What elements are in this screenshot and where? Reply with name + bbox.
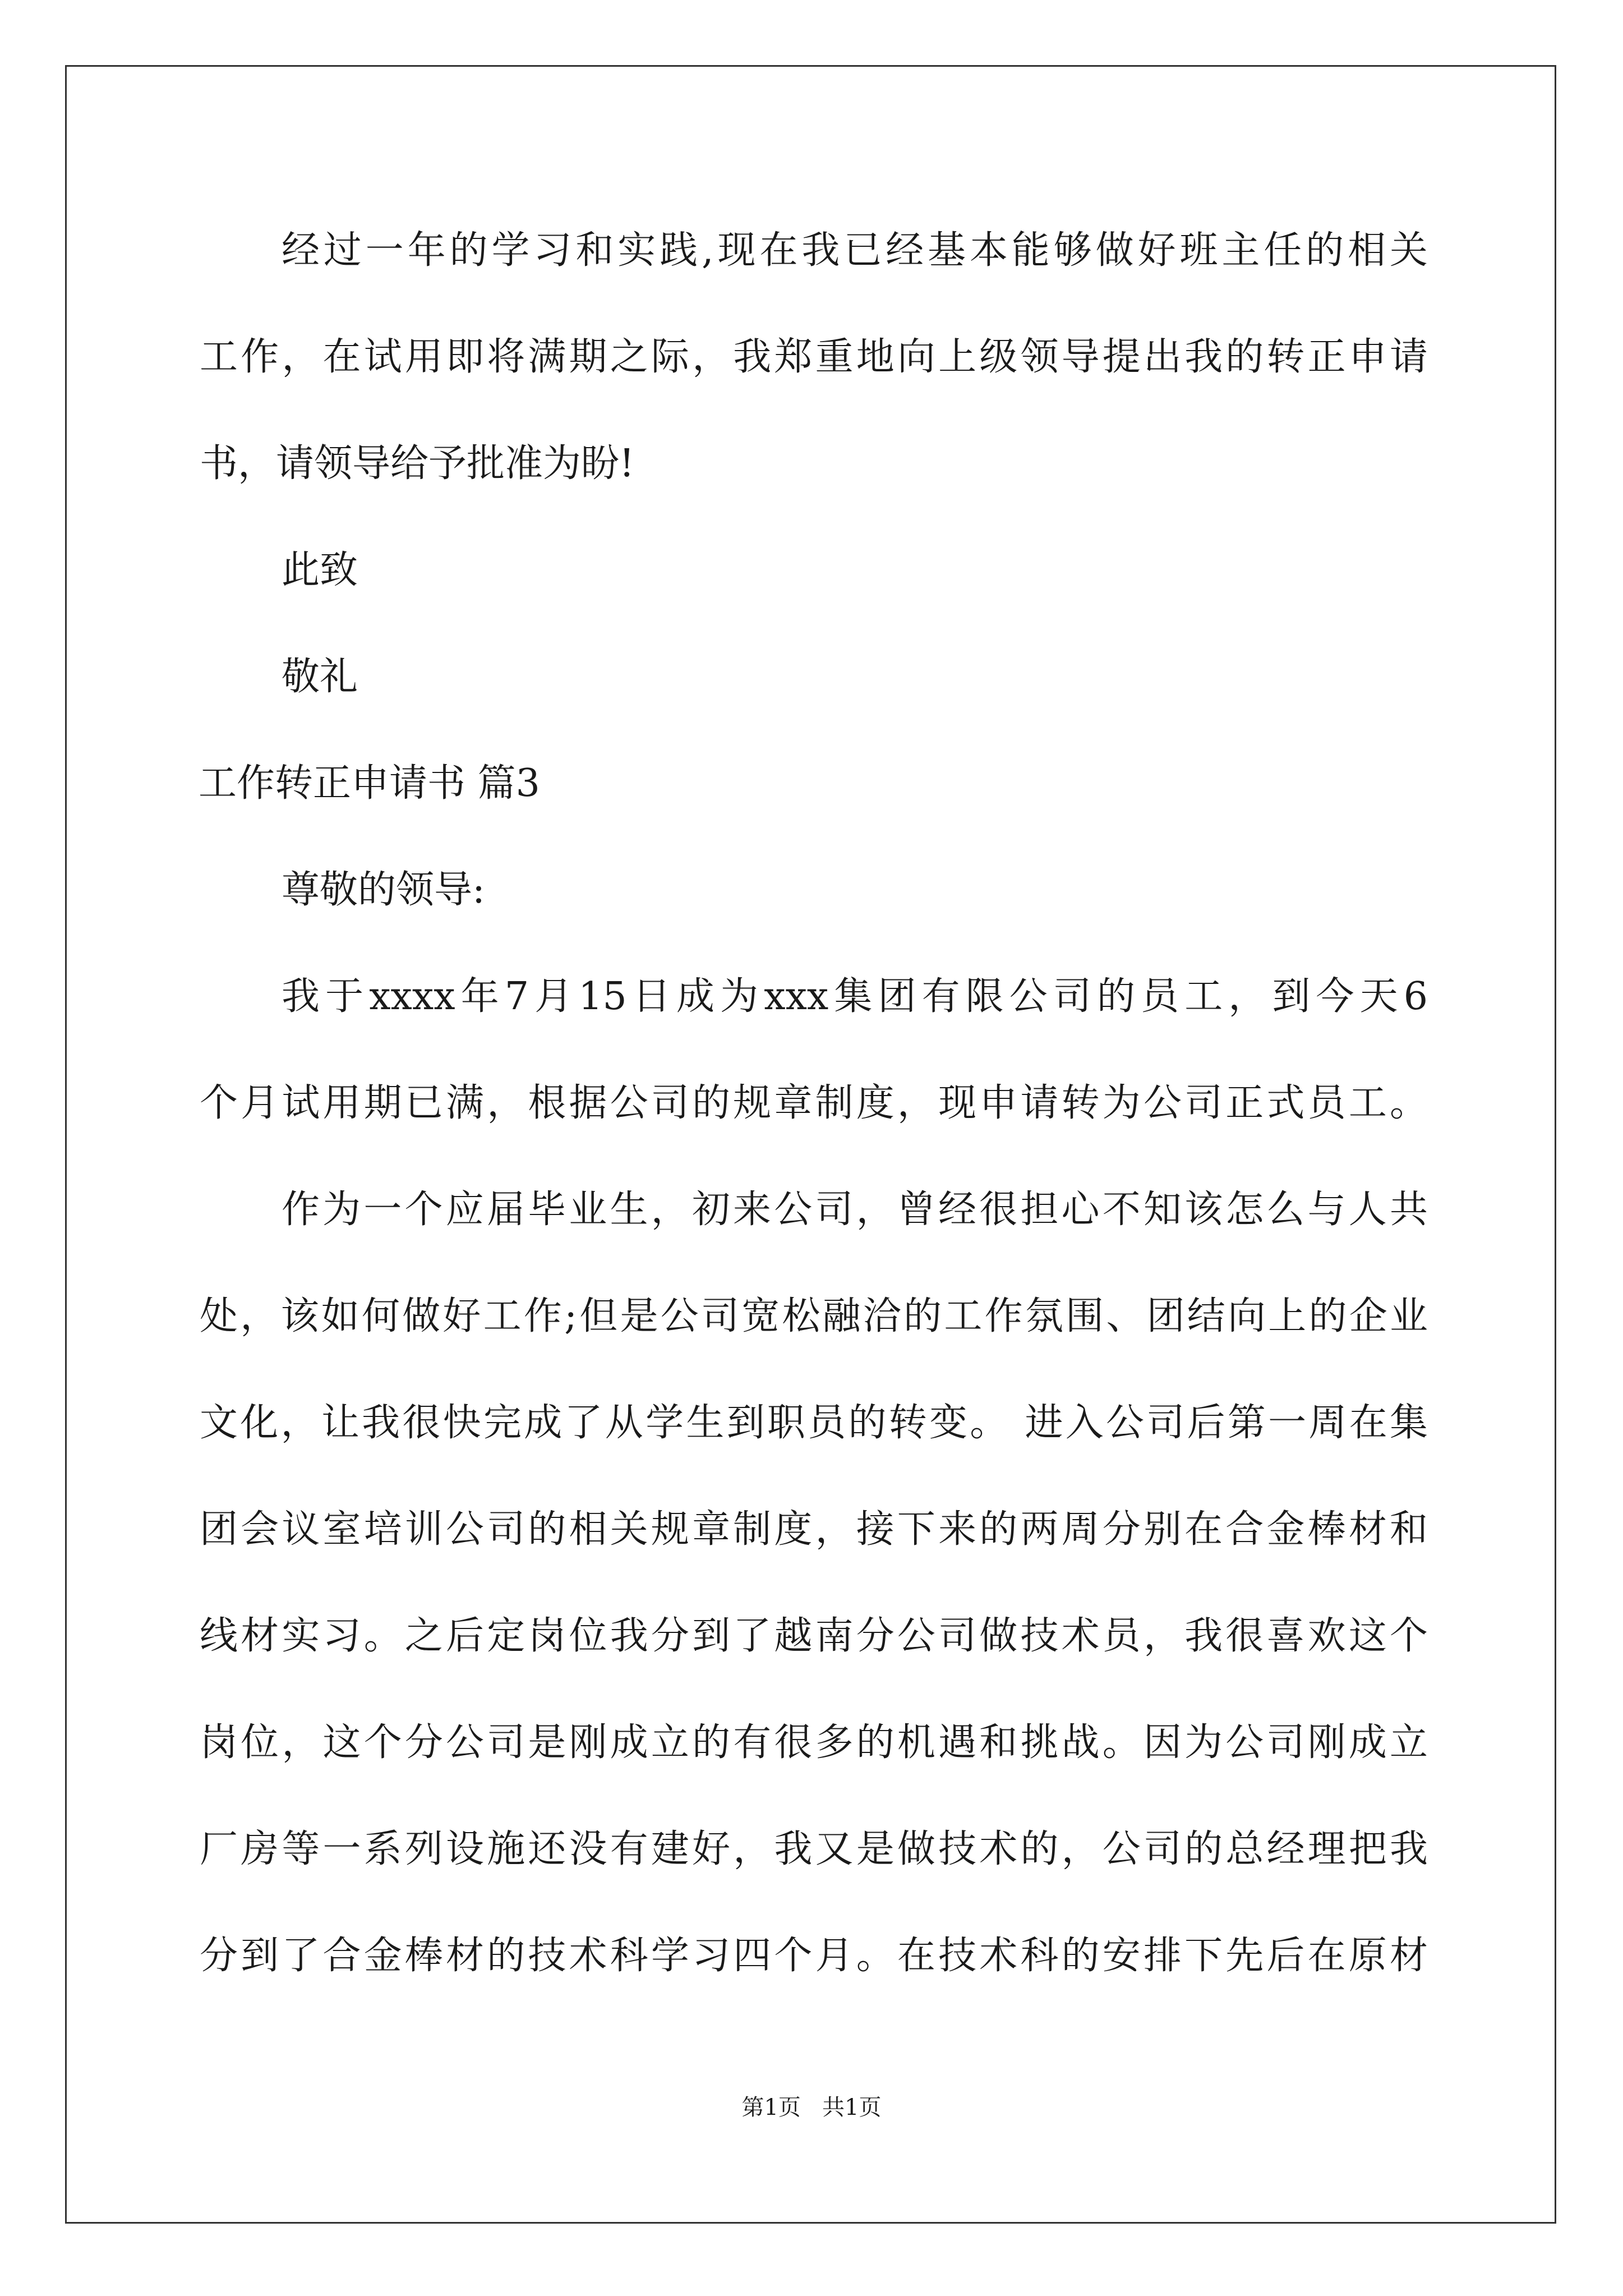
paragraph-3-line-8: 分到了合金棒材的技术科学习四个月。在技术科的安排下先后在原材 bbox=[200, 1934, 1428, 1978]
closing-line-2: 敬礼 bbox=[282, 655, 358, 699]
paragraph-3-line-6: 岗位，这个分公司是刚成立的有很多的机遇和挑战。因为公司刚成立 bbox=[200, 1720, 1428, 1765]
paragraph-2-line-1: 我于xxxx年7月15日成为xxx集团有限公司的员工，到今天6 bbox=[282, 974, 1428, 1019]
salutation: 尊敬的领导: bbox=[282, 868, 485, 912]
paragraph-2-line-2: 个月试用期已满，根据公司的规章制度，现申请转为公司正式员工。 bbox=[200, 1081, 1428, 1125]
paragraph-3-line-2: 处，该如何做好工作;但是公司宽松融洽的工作氛围、团结向上的企业 bbox=[200, 1294, 1428, 1338]
paragraph-1-line-2: 工作，在试用即将满期之际，我郑重地向上级领导提出我的转正申请 bbox=[200, 335, 1428, 379]
paragraph-1-line-1: 经过一年的学习和实践,现在我已经基本能够做好班主任的相关 bbox=[282, 228, 1428, 273]
paragraph-1-line-3: 书，请领导给予批准为盼! bbox=[200, 441, 635, 486]
paragraph-3-line-7: 厂房等一系列设施还没有建好，我又是做技术的，公司的总经理把我 bbox=[200, 1827, 1428, 1871]
page-footer: 第1页 共1页 bbox=[741, 2095, 882, 2120]
paragraph-3-line-1: 作为一个应届毕业生，初来公司，曾经很担心不知该怎么与人共 bbox=[282, 1188, 1428, 1232]
section-heading: 工作转正申请书 篇3 bbox=[199, 761, 540, 806]
paragraph-3-line-5: 线材实习。之后定岗位我分到了越南分公司做技术员，我很喜欢这个 bbox=[200, 1614, 1428, 1658]
closing-line-1: 此致 bbox=[282, 548, 358, 592]
page-border bbox=[65, 65, 1556, 2224]
paragraph-3-line-4: 团会议室培训公司的相关规章制度，接下来的两周分别在合金棒材和 bbox=[200, 1507, 1428, 1552]
paragraph-3-line-3: 文化，让我很快完成了从学生到职员的转变。 进入公司后第一周在集 bbox=[200, 1401, 1428, 1445]
